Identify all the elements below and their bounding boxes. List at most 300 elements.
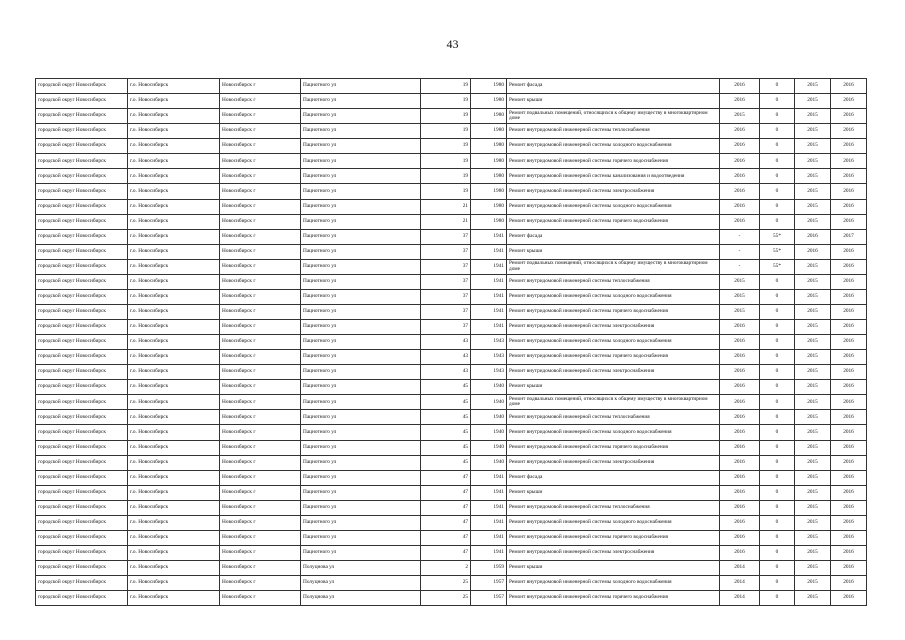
cell-cost: 0	[760, 591, 795, 606]
cell-year: 1943	[471, 365, 507, 380]
cell-plan-year: 2016	[720, 500, 760, 515]
cell-plan-year: 2016	[720, 425, 760, 440]
cell-cost: 0	[760, 425, 795, 440]
cell-district: г.о. Новосибирск	[128, 591, 220, 606]
cell-year: 1941	[471, 229, 507, 244]
cell-end-year: 2016	[831, 320, 867, 335]
table-row	[36, 350, 867, 365]
cell-plan-year: 2016	[720, 124, 760, 139]
cell-end-year: 2016	[831, 576, 867, 591]
cell-district: г.о. Новосибирск	[128, 530, 220, 545]
cell-house: 19	[421, 94, 471, 109]
cell-city: Новосибирск г	[220, 320, 301, 335]
cell-plan-year: 2016	[720, 154, 760, 169]
cell-house: 37	[421, 229, 471, 244]
cell-work-type: Ремонт внутридомовой инженерной системы холодного водоснабжения	[507, 335, 720, 350]
cell-house: 19	[421, 184, 471, 199]
cell-plan-year: 2016	[720, 455, 760, 470]
cell-year: 1980	[471, 79, 507, 94]
table-row	[36, 440, 867, 455]
cell-work-type: Ремонт фасада	[507, 79, 720, 94]
cell-street: Пацнотного ул	[301, 395, 421, 410]
cell-municipality: городской округ Новосибирск	[36, 304, 128, 319]
cell-plan-year: -	[720, 229, 760, 244]
table-row	[36, 485, 867, 500]
cell-street: Пацнотного ул	[301, 365, 421, 380]
cell-municipality: городской округ Новосибирск	[36, 425, 128, 440]
cell-district: г.о. Новосибирск	[128, 304, 220, 319]
cell-start-year: 2015	[795, 169, 831, 184]
cell-start-year: 2015	[795, 425, 831, 440]
cell-start-year: 2015	[795, 440, 831, 455]
cell-year: 1941	[471, 545, 507, 560]
cell-house: 45	[421, 455, 471, 470]
cell-year: 1940	[471, 410, 507, 425]
cell-district: г.о. Новосибирск	[128, 576, 220, 591]
cell-cost: 0	[760, 214, 795, 229]
cell-year: 1957	[471, 591, 507, 606]
cell-municipality: городской округ Новосибирск	[36, 380, 128, 395]
cell-municipality: городской округ Новосибирск	[36, 289, 128, 304]
cell-district: г.о. Новосибирск	[128, 365, 220, 380]
cell-work-type: Ремонт внутридомовой инженерной системы канализования и водоотведения	[507, 169, 720, 184]
cell-end-year: 2016	[831, 109, 867, 124]
cell-street: Пацнотного ул	[301, 229, 421, 244]
cell-house: 19	[421, 154, 471, 169]
cell-year: 1940	[471, 395, 507, 410]
cell-district: г.о. Новосибирск	[128, 500, 220, 515]
cell-year: 1943	[471, 350, 507, 365]
cell-city: Новосибирск г	[220, 530, 301, 545]
cell-cost: 0	[760, 576, 795, 591]
cell-work-type: Ремонт внутридомовой инженерной системы электроснабжения	[507, 545, 720, 560]
cell-end-year: 2016	[831, 365, 867, 380]
cell-municipality: городской округ Новосибирск	[36, 410, 128, 425]
cell-plan-year: 2016	[720, 485, 760, 500]
cell-street: Пацнотного ул	[301, 545, 421, 560]
cell-municipality: городской округ Новосибирск	[36, 500, 128, 515]
cell-start-year: 2015	[795, 124, 831, 139]
table-row	[36, 365, 867, 380]
cell-work-type: Ремонт внутридомовой инженерной системы теплоснабжения	[507, 124, 720, 139]
cell-street: Полуцнова ул	[301, 591, 421, 606]
cell-street: Пацнотного ул	[301, 530, 421, 545]
cell-year: 1941	[471, 530, 507, 545]
cell-municipality: городской округ Новосибирск	[36, 515, 128, 530]
cell-house: 37	[421, 259, 471, 274]
cell-start-year: 2015	[795, 109, 831, 124]
cell-start-year: 2015	[795, 545, 831, 560]
cell-house: 19	[421, 79, 471, 94]
cell-start-year: 2015	[795, 561, 831, 576]
cell-end-year: 2016	[831, 380, 867, 395]
cell-city: Новосибирск г	[220, 455, 301, 470]
cell-work-type: Ремонт крыши	[507, 244, 720, 259]
cell-plan-year: 2016	[720, 545, 760, 560]
cell-street: Пацнотного ул	[301, 455, 421, 470]
cell-district: г.о. Новосибирск	[128, 79, 220, 94]
cell-end-year: 2016	[831, 289, 867, 304]
cell-year: 1940	[471, 440, 507, 455]
table-row	[36, 576, 867, 591]
cell-house: 37	[421, 304, 471, 319]
table-row	[36, 470, 867, 485]
cell-street: Полуцнова ул	[301, 576, 421, 591]
cell-end-year: 2016	[831, 94, 867, 109]
table-row	[36, 274, 867, 289]
cell-district: г.о. Новосибирск	[128, 440, 220, 455]
cell-street: Пацнотного ул	[301, 335, 421, 350]
cell-end-year: 2016	[831, 395, 867, 410]
cell-municipality: городской округ Новосибирск	[36, 139, 128, 154]
cell-municipality: городской округ Новосибирск	[36, 365, 128, 380]
cell-start-year: 2015	[795, 395, 831, 410]
cell-street: Пацнотного ул	[301, 214, 421, 229]
cell-cost: 0	[760, 304, 795, 319]
cell-street: Пацнотного ул	[301, 169, 421, 184]
cell-city: Новосибирск г	[220, 350, 301, 365]
cell-cost: 0	[760, 320, 795, 335]
cell-work-type: Ремонт внутридомовой инженерной системы горячего водоснабжения	[507, 154, 720, 169]
cell-start-year: 2015	[795, 515, 831, 530]
cell-city: Новосибирск г	[220, 515, 301, 530]
table-row	[36, 199, 867, 214]
table-row	[36, 455, 867, 470]
cell-municipality: городской округ Новосибирск	[36, 109, 128, 124]
cell-city: Новосибирск г	[220, 500, 301, 515]
cell-end-year: 2016	[831, 169, 867, 184]
cell-plan-year: -	[720, 244, 760, 259]
cell-cost: 0	[760, 561, 795, 576]
cell-cost: 55*	[760, 259, 795, 274]
table-row	[36, 395, 867, 410]
cell-plan-year: 2016	[720, 79, 760, 94]
cell-plan-year: 2016	[720, 139, 760, 154]
cell-municipality: городской округ Новосибирск	[36, 169, 128, 184]
cell-start-year: 2015	[795, 214, 831, 229]
cell-house: 45	[421, 380, 471, 395]
cell-start-year: 2015	[795, 380, 831, 395]
cell-year: 1941	[471, 485, 507, 500]
cell-municipality: городской округ Новосибирск	[36, 455, 128, 470]
table-row	[36, 530, 867, 545]
table-row	[36, 380, 867, 395]
cell-work-type: Ремонт крыши	[507, 561, 720, 576]
cell-district: г.о. Новосибирск	[128, 455, 220, 470]
cell-year: 1980	[471, 199, 507, 214]
cell-city: Новосибирск г	[220, 576, 301, 591]
cell-cost: 0	[760, 154, 795, 169]
table-row	[36, 94, 867, 109]
cell-cost: 0	[760, 440, 795, 455]
cell-work-type: Ремонт внутридомовой инженерной системы холодного водоснабжения	[507, 515, 720, 530]
cell-district: г.о. Новосибирск	[128, 169, 220, 184]
cell-district: г.о. Новосибирск	[128, 259, 220, 274]
cell-municipality: городской округ Новосибирск	[36, 561, 128, 576]
cell-street: Пацнотного ул	[301, 350, 421, 365]
cell-start-year: 2015	[795, 154, 831, 169]
cell-municipality: городской округ Новосибирск	[36, 94, 128, 109]
cell-end-year: 2016	[831, 139, 867, 154]
cell-work-type: Ремонт внутридомовой инженерной системы холодного водоснабжения	[507, 425, 720, 440]
cell-cost: 0	[760, 365, 795, 380]
cell-district: г.о. Новосибирск	[128, 320, 220, 335]
cell-start-year: 2015	[795, 274, 831, 289]
cell-city: Новосибирск г	[220, 304, 301, 319]
cell-cost: 0	[760, 395, 795, 410]
cell-end-year: 2016	[831, 184, 867, 199]
cell-year: 1980	[471, 214, 507, 229]
cell-plan-year: 2014	[720, 591, 760, 606]
cell-start-year: 2015	[795, 320, 831, 335]
cell-work-type: Ремонт крыши	[507, 94, 720, 109]
cell-cost: 0	[760, 455, 795, 470]
cell-cost: 0	[760, 124, 795, 139]
cell-cost: 0	[760, 530, 795, 545]
cell-cost: 0	[760, 139, 795, 154]
cell-year: 1940	[471, 380, 507, 395]
cell-district: г.о. Новосибирск	[128, 274, 220, 289]
cell-cost: 0	[760, 515, 795, 530]
cell-start-year: 2015	[795, 591, 831, 606]
cell-district: г.о. Новосибирск	[128, 410, 220, 425]
cell-plan-year: 2016	[720, 184, 760, 199]
cell-end-year: 2016	[831, 561, 867, 576]
cell-city: Новосибирск г	[220, 259, 301, 274]
cell-start-year: 2015	[795, 470, 831, 485]
cell-cost: 0	[760, 335, 795, 350]
cell-city: Новосибирск г	[220, 591, 301, 606]
cell-city: Новосибирск г	[220, 561, 301, 576]
cell-street: Пацнотного ул	[301, 410, 421, 425]
cell-start-year: 2015	[795, 410, 831, 425]
cell-end-year: 2016	[831, 350, 867, 365]
cell-district: г.о. Новосибирск	[128, 515, 220, 530]
cell-year: 1941	[471, 289, 507, 304]
cell-city: Новосибирск г	[220, 199, 301, 214]
cell-end-year: 2016	[831, 455, 867, 470]
cell-plan-year: -	[720, 259, 760, 274]
cell-municipality: городской округ Новосибирск	[36, 124, 128, 139]
cell-plan-year: 2016	[720, 214, 760, 229]
cell-work-type: Ремонт внутридомовой инженерной системы горячего водоснабжения	[507, 440, 720, 455]
cell-city: Новосибирск г	[220, 94, 301, 109]
table-row	[36, 320, 867, 335]
cell-work-type: Ремонт подвальных помещений, относящихся к общему имуществу в многоквартирном доме	[507, 109, 720, 124]
cell-work-type: Ремонт внутридомовой инженерной системы теплоснабжения	[507, 274, 720, 289]
cell-plan-year: 2014	[720, 561, 760, 576]
capital-repair-table	[35, 78, 867, 606]
cell-end-year: 2016	[831, 425, 867, 440]
cell-work-type: Ремонт внутридомовой инженерной системы холодного водоснабжения	[507, 289, 720, 304]
cell-house: 37	[421, 244, 471, 259]
table-row	[36, 109, 867, 124]
cell-start-year: 2015	[795, 576, 831, 591]
cell-year: 1941	[471, 304, 507, 319]
cell-end-year: 2016	[831, 530, 867, 545]
cell-municipality: городской округ Новосибирск	[36, 259, 128, 274]
cell-cost: 0	[760, 289, 795, 304]
cell-municipality: городской округ Новосибирск	[36, 335, 128, 350]
cell-cost: 55*	[760, 229, 795, 244]
cell-cost: 0	[760, 470, 795, 485]
cell-plan-year: 2016	[720, 335, 760, 350]
table-row	[36, 304, 867, 319]
cell-work-type: Ремонт внутридомовой инженерной системы холодного водоснабжения	[507, 199, 720, 214]
cell-plan-year: 2016	[720, 395, 760, 410]
cell-house: 25	[421, 591, 471, 606]
cell-year: 1980	[471, 109, 507, 124]
cell-city: Новосибирск г	[220, 79, 301, 94]
cell-municipality: городской округ Новосибирск	[36, 440, 128, 455]
cell-start-year: 2015	[795, 139, 831, 154]
cell-year: 1980	[471, 139, 507, 154]
cell-work-type: Ремонт подвальных помещений, относящихся к общему имуществу в многоквартирном доме	[507, 259, 720, 274]
cell-end-year: 2016	[831, 500, 867, 515]
cell-year: 1941	[471, 274, 507, 289]
cell-cost: 0	[760, 274, 795, 289]
cell-street: Пацнотного ул	[301, 425, 421, 440]
cell-municipality: городской округ Новосибирск	[36, 576, 128, 591]
cell-district: г.о. Новосибирск	[128, 380, 220, 395]
cell-house: 47	[421, 530, 471, 545]
cell-plan-year: 2016	[720, 440, 760, 455]
cell-work-type: Ремонт фасада	[507, 470, 720, 485]
cell-cost: 0	[760, 545, 795, 560]
cell-street: Пацнотного ул	[301, 274, 421, 289]
cell-house: 45	[421, 410, 471, 425]
cell-city: Новосибирск г	[220, 274, 301, 289]
cell-house: 19	[421, 139, 471, 154]
table-row	[36, 169, 867, 184]
cell-district: г.о. Новосибирск	[128, 545, 220, 560]
cell-plan-year: 2016	[720, 169, 760, 184]
cell-end-year: 2016	[831, 154, 867, 169]
cell-city: Новосибирск г	[220, 545, 301, 560]
cell-municipality: городской округ Новосибирск	[36, 470, 128, 485]
cell-year: 1980	[471, 184, 507, 199]
cell-end-year: 2016	[831, 244, 867, 259]
cell-cost: 0	[760, 199, 795, 214]
cell-municipality: городской округ Новосибирск	[36, 184, 128, 199]
cell-district: г.о. Новосибирск	[128, 485, 220, 500]
cell-year: 1980	[471, 169, 507, 184]
cell-plan-year: 2015	[720, 289, 760, 304]
cell-district: г.о. Новосибирск	[128, 470, 220, 485]
cell-municipality: городской округ Новосибирск	[36, 199, 128, 214]
cell-year: 1943	[471, 335, 507, 350]
table-row	[36, 244, 867, 259]
cell-city: Новосибирск г	[220, 229, 301, 244]
cell-end-year: 2016	[831, 335, 867, 350]
cell-plan-year: 2016	[720, 515, 760, 530]
cell-work-type: Ремонт внутридомовой инженерной системы электроснабжения	[507, 455, 720, 470]
cell-plan-year: 2015	[720, 274, 760, 289]
cell-city: Новосибирск г	[220, 365, 301, 380]
cell-plan-year: 2015	[720, 304, 760, 319]
cell-year: 1980	[471, 94, 507, 109]
cell-district: г.о. Новосибирск	[128, 425, 220, 440]
cell-plan-year: 2016	[720, 94, 760, 109]
cell-municipality: городской округ Новосибирск	[36, 530, 128, 545]
cell-plan-year: 2014	[720, 576, 760, 591]
cell-year: 1940	[471, 455, 507, 470]
cell-district: г.о. Новосибирск	[128, 154, 220, 169]
cell-street: Пацнотного ул	[301, 320, 421, 335]
cell-work-type: Ремонт внутридомовой инженерной системы горячего водоснабжения	[507, 350, 720, 365]
table-row	[36, 214, 867, 229]
cell-cost: 0	[760, 485, 795, 500]
cell-work-type: Ремонт внутридомовой инженерной системы горячего водоснабжения	[507, 530, 720, 545]
cell-start-year: 2015	[795, 184, 831, 199]
cell-street: Пацнотного ул	[301, 109, 421, 124]
cell-district: г.о. Новосибирск	[128, 395, 220, 410]
table-row	[36, 500, 867, 515]
cell-year: 1941	[471, 259, 507, 274]
cell-end-year: 2016	[831, 124, 867, 139]
cell-municipality: городской округ Новосибирск	[36, 485, 128, 500]
cell-municipality: городской округ Новосибирск	[36, 320, 128, 335]
cell-work-type: Ремонт внутридомовой инженерной системы теплоснабжения	[507, 410, 720, 425]
cell-year: 1980	[471, 124, 507, 139]
cell-end-year: 2016	[831, 515, 867, 530]
cell-house: 47	[421, 500, 471, 515]
cell-house: 47	[421, 515, 471, 530]
cell-cost: 0	[760, 500, 795, 515]
cell-year: 1980	[471, 154, 507, 169]
cell-district: г.о. Новосибирск	[128, 139, 220, 154]
cell-street: Пацнотного ул	[301, 154, 421, 169]
table-row	[36, 259, 867, 274]
cell-district: г.о. Новосибирск	[128, 184, 220, 199]
cell-cost: 0	[760, 350, 795, 365]
cell-plan-year: 2016	[720, 199, 760, 214]
cell-work-type: Ремонт внутридомовой инженерной системы горячего водоснабжения	[507, 304, 720, 319]
cell-city: Новосибирск г	[220, 109, 301, 124]
table-row	[36, 184, 867, 199]
cell-start-year: 2015	[795, 365, 831, 380]
cell-street: Пацнотного ул	[301, 380, 421, 395]
cell-work-type: Ремонт внутридомовой инженерной системы холодного водоснабжения	[507, 139, 720, 154]
cell-municipality: городской округ Новосибирск	[36, 395, 128, 410]
cell-district: г.о. Новосибирск	[128, 109, 220, 124]
cell-district: г.о. Новосибирск	[128, 199, 220, 214]
cell-street: Пацнотного ул	[301, 199, 421, 214]
cell-year: 1957	[471, 576, 507, 591]
cell-start-year: 2015	[795, 530, 831, 545]
cell-plan-year: 2016	[720, 320, 760, 335]
cell-cost: 0	[760, 380, 795, 395]
cell-city: Новосибирск г	[220, 124, 301, 139]
cell-city: Новосибирск г	[220, 470, 301, 485]
cell-city: Новосибирск г	[220, 425, 301, 440]
cell-work-type: Ремонт подвальных помещений, относящихся к общему имуществу в многоквартирном доме	[507, 395, 720, 410]
cell-municipality: городской округ Новосибирск	[36, 274, 128, 289]
table-row	[36, 154, 867, 169]
cell-city: Новосибирск г	[220, 380, 301, 395]
page-number: 43	[446, 37, 459, 51]
cell-work-type: Ремонт внутридомовой инженерной системы холодного водоснабжения	[507, 576, 720, 591]
cell-house: 2	[421, 561, 471, 576]
cell-start-year: 2015	[795, 304, 831, 319]
cell-start-year: 2015	[795, 259, 831, 274]
cell-street: Пацнотного ул	[301, 124, 421, 139]
cell-plan-year: 2016	[720, 350, 760, 365]
cell-end-year: 2016	[831, 470, 867, 485]
cell-street: Пацнотного ул	[301, 289, 421, 304]
cell-city: Новосибирск г	[220, 214, 301, 229]
cell-end-year: 2016	[831, 440, 867, 455]
